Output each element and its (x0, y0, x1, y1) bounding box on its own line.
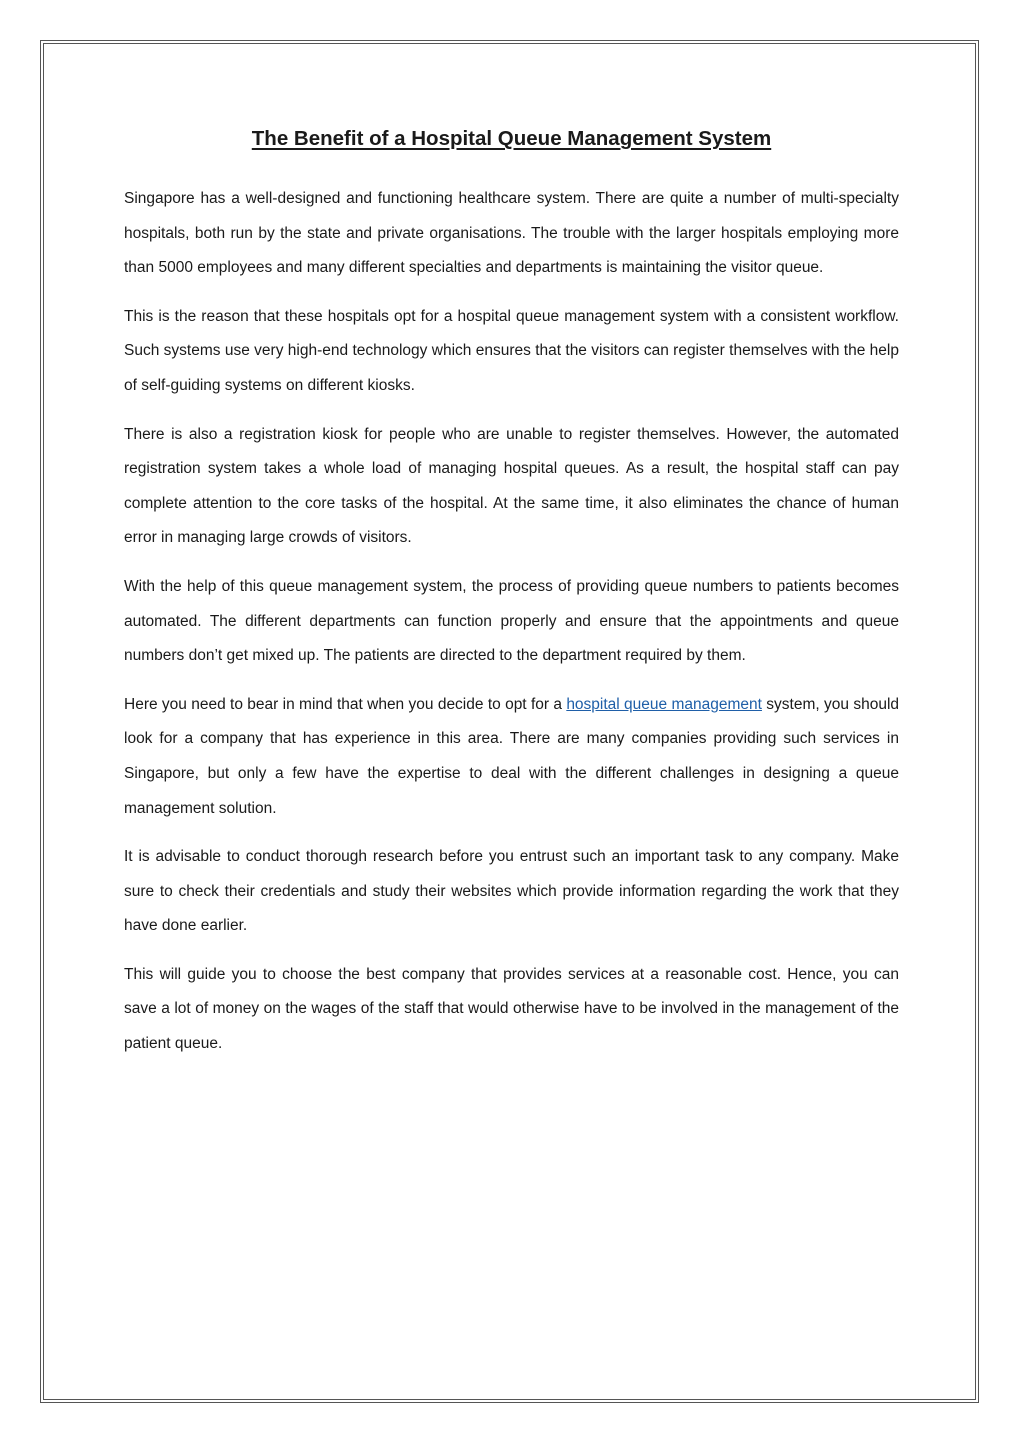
document-title: The Benefit of a Hospital Queue Management System (251, 127, 772, 150)
document-body (124, 122, 899, 1076)
paragraph-4: With the help of this queue management system, the process of providing queue numbers to patients becomes automated. The different departments can function properly and ensure that the appointments and queue numbers don’t get mixed up. The patients are directed to the department required by them. (124, 577, 899, 665)
paragraph-7: This will guide you to choose the best company that provides services at a reasonable cost. Hence, you can save a lot of money on the wages of the staff that would otherwise have to be involved in the management of the patient queue. (124, 965, 899, 1053)
paragraph-2: This is the reason that these hospitals opt for a hospital queue management system with a consistent workflow. Such systems use very high-end technology which ensures that the visitors can register themselves with the help of self-guiding systems on different kiosks. (124, 307, 899, 394)
hospital-queue-management-link[interactable]: hospital queue management (566, 695, 762, 713)
paragraph-5-text-after-link: system, you should look for a company that has experience in this area. There are many companies providing such services in Singapore, but only a few have the expertise to deal with the different challenges in designing a queue management solution. (124, 695, 900, 817)
paragraph-5 (124, 688, 899, 826)
paragraph-1: Singapore has a well-designed and functioning healthcare system. There are quite a number of multi-specialty hospitals, both run by the state and private organisations. The trouble with the larger hospitals employing more than 5000 employees and many different specialties and departments is maintaining the visitor queue. (124, 190, 899, 277)
paragraph-3: There is also a registration kiosk for people who are unable to register themselves. However, the automated registration system takes a whole load of managing hospital queues. As a result, the hospital staff can pay complete attention to the core tasks of the hospital. At the same time, it also eliminates the chance of human error in managing large crowds of visitors. (124, 425, 899, 547)
paragraph-6: It is advisable to conduct thorough research before you entrust such an important task to any company. Make sure to check their credentials and study their websites which provide information regarding the work that they have done earlier. (124, 848, 899, 935)
paragraph-5-text-before-link: Here you need to bear in mind that when you decide to opt for a (124, 695, 567, 713)
